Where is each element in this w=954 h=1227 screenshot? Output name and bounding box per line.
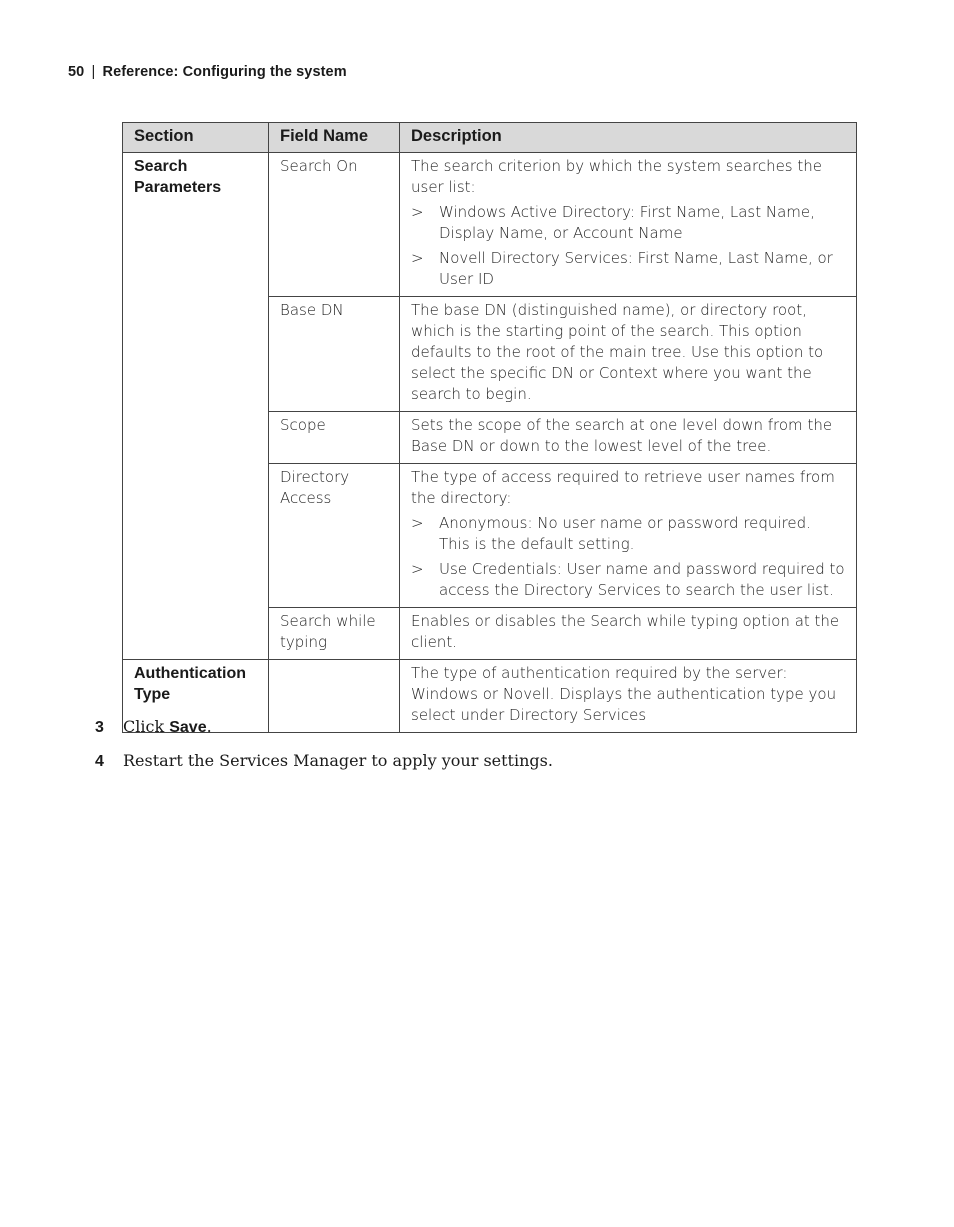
description-text: The base DN (distinguished name), or directory root, which is the starting point of the search. This option defaults to the root of the main tree. Use this option to select the specific DN or Context where you want the search to begin. (411, 301, 824, 403)
description-text: The type of access required to retrieve user names from the directory: (411, 468, 835, 507)
description-cell (400, 153, 857, 297)
description-text: Sets the scope of the search at one level down from the Base DN or down to the lowest level of the tree. (411, 416, 833, 455)
step-text: Click (123, 717, 170, 736)
description-cell (400, 412, 857, 464)
reference-table (122, 122, 857, 733)
column-header-field-name: Field Name (269, 123, 400, 153)
bullet-text: Novell Directory Services: First Name, Last Name, or User ID (439, 249, 833, 288)
bullet-marker: > (411, 560, 424, 578)
bullet-item (411, 202, 845, 244)
column-header-section: Section (123, 123, 269, 153)
bullet-text: Anonymous: No user name or password required. This is the default setting. (439, 514, 811, 553)
step-item (95, 717, 212, 737)
save-label: Save (169, 719, 207, 736)
section-cell: Authentication Type (123, 660, 269, 733)
description-cell (400, 297, 857, 412)
description-cell (400, 660, 857, 733)
description-cell (400, 464, 857, 608)
step-text: Restart the Services Manager to apply your settings. (123, 751, 553, 770)
description-text: The type of authentication required by the server: Windows or Novell. Displays the authentication type you select under Directory Services (411, 664, 837, 724)
step-number: 4 (95, 753, 104, 770)
step-item (95, 751, 553, 771)
bullet-item (411, 513, 845, 555)
bullet-marker: > (411, 203, 424, 221)
bullet-item (411, 559, 845, 601)
bullet-text: Use Credentials: User name and password required to access the Directory Services to search the user list. (439, 560, 845, 599)
field-name-cell: Search On (269, 153, 400, 297)
step-text-end: . (206, 717, 212, 736)
field-name-cell: Directory Access (269, 464, 400, 608)
page-number: 50 (68, 64, 85, 80)
field-name-cell (269, 660, 400, 733)
column-header-description: Description (400, 123, 857, 153)
bullet-item (411, 248, 845, 290)
table-row (123, 660, 857, 733)
table-row (123, 153, 857, 297)
bullet-text: Windows Active Directory: First Name, Last Name, Display Name, or Account Name (439, 203, 815, 242)
chapter-title: Reference: Configuring the system (102, 64, 347, 80)
bullet-marker: > (411, 249, 424, 267)
header-separator: | (91, 64, 96, 80)
bullet-marker: > (411, 514, 424, 532)
field-name-cell: Scope (269, 412, 400, 464)
description-text: The search criterion by which the system searches the user list: (411, 157, 823, 196)
page-header (68, 64, 347, 80)
section-cell: Search Parameters (123, 153, 269, 660)
field-name-cell: Base DN (269, 297, 400, 412)
table-header-row (123, 123, 857, 153)
field-name-cell: Search while typing (269, 608, 400, 660)
step-number: 3 (95, 719, 104, 736)
description-cell (400, 608, 857, 660)
description-text: Enables or disables the Search while typing option at the client. (411, 612, 840, 651)
